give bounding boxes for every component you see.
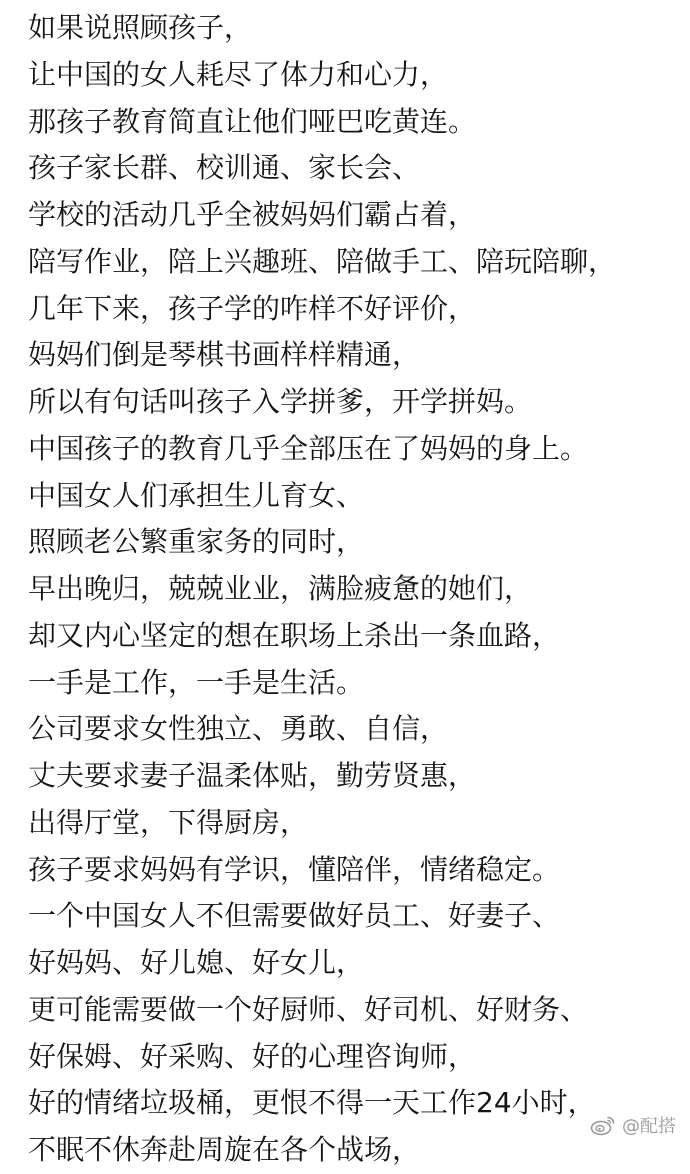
text-line-12: 照顾老公繁重家务的同时， <box>28 525 365 559</box>
text-line-11: 中国女人们承担生儿育女、 <box>28 478 365 512</box>
text-line-21: 好妈妈、好儿媳、好女儿， <box>28 946 365 979</box>
weibo-logo-icon <box>590 1114 616 1136</box>
text-line-7: 几年下来，孩子学的咋样不好评价， <box>28 291 477 325</box>
text-line-13: 早出晚归，兢兢业业，满脸疲惫的她们， <box>28 572 533 605</box>
text-line-15: 一手是工作，一手是生活。 <box>28 665 365 699</box>
watermark-text: @配搭 <box>622 1116 676 1137</box>
text-line-2: 让中国的女人耗尽了体力和心力， <box>28 57 449 91</box>
text-line-8: 妈妈们倒是琴棋书画样样精通， <box>28 338 421 372</box>
text-line-14: 却又内心坚定的想在职场上杀出一条血路， <box>28 618 561 652</box>
text-line-17: 丈夫要求妻子温柔体贴，勤劳贤惠， <box>28 759 477 792</box>
text-line-23: 好保姆、好采购、好的心理咨询师， <box>28 1039 477 1073</box>
text-line-3: 那孩子教育简直让他们哑巴吃黄连。 <box>28 104 477 138</box>
text-line-6: 陪写作业，陪上兴趣班、陪做手工、陪玩陪聊， <box>28 244 617 278</box>
text-line-20: 一个中国女人不但需要做好员工、好妻子、 <box>28 899 561 933</box>
text-line-5: 学校的活动几乎全被妈妈们霸占着， <box>28 198 477 231</box>
text-line-24: 好的情绪垃圾桶，更恨不得一天工作24小时， <box>28 1086 596 1120</box>
watermark <box>590 1112 676 1138</box>
text-line-16: 公司要求女性独立、勇敢、自信， <box>28 712 449 746</box>
text-line-1: 如果说照顾孩子， <box>28 11 253 44</box>
text-line-25: 不眠不休奔赴周旋在各个战场， <box>28 1133 421 1166</box>
text-line-19: 孩子要求妈妈有学识，懂陪伴，情绪稳定。 <box>28 852 561 886</box>
text-line-22: 更可能需要做一个好厨师、好司机、好财务、 <box>28 992 589 1026</box>
text-line-10: 中国孩子的教育几乎全部压在了妈妈的身上。 <box>28 431 589 465</box>
article-text <box>28 0 678 1174</box>
text-line-9: 所以有句话叫孩子入学拼爹，开学拼妈。 <box>28 385 533 418</box>
text-line-4: 孩子家长群、校训通、家长会、 <box>28 151 421 185</box>
text-line-18: 出得厅堂，下得厨房， <box>28 805 309 839</box>
